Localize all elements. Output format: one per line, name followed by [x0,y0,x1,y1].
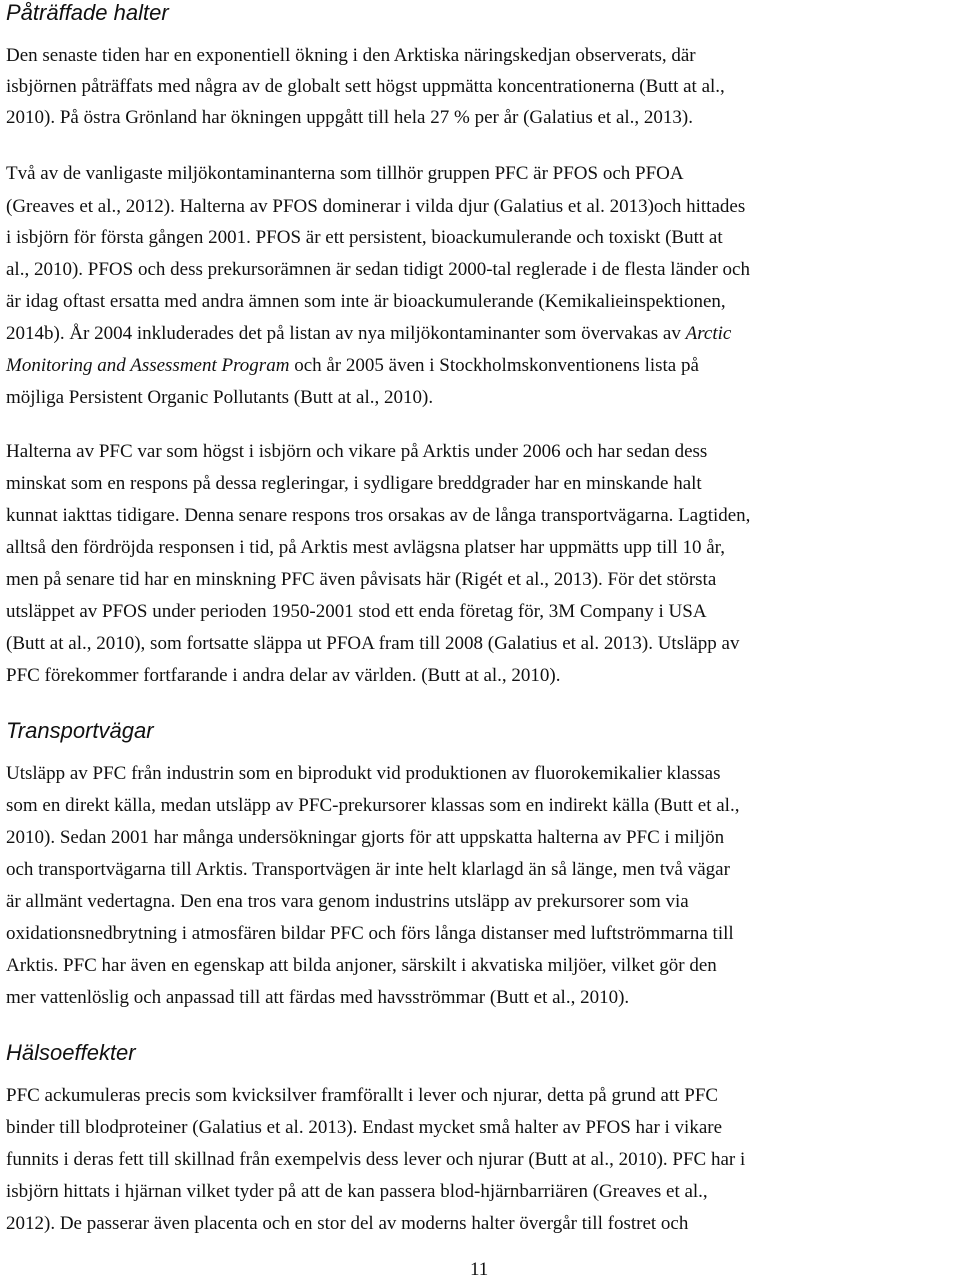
paragraph-line: isbjörn hittats i hjärnan vilket tyder på att de kan passera blod-hjärnbarriären (Greaves et al., [6,1181,708,1202]
section-heading-transportvagar: Transportvägar [6,718,154,743]
paragraph-line: 2010). På östra Grönland har ökningen uppgått till hela 27 % per år (Galatius et al., 2013). [6,107,693,128]
paragraph-line: 2012). De passerar även placenta och en stor del av moderns halter övergår till fostret och [6,1213,689,1234]
section-heading-patraffade-halter: Påträffade halter [6,0,169,25]
paragraph-line: Halterna av PFC var som högst i isbjörn och vikare på Arktis under 2006 och har sedan dess [6,441,708,462]
paragraph-line: mer vattenlöslig och anpassad till att färdas med havsströmmar (Butt et al., 2010). [6,987,630,1008]
paragraph-line: Arktis. PFC har även en egenskap att bilda anjoner, särskilt i akvatiska miljöer, vilket gör den [6,955,717,976]
paragraph-line: isbjörnen påträffats med några av de globalt sett högst uppmätta koncentrationerna (Butt at al., [6,76,725,97]
paragraph-line: alltså den fördröjda responsen i tid, på Arktis mest avlägsna platser har uppmätts upp till 10 år, [6,537,725,558]
paragraph-line: som en direkt källa, medan utsläpp av PFC-prekursorer klassas som en indirekt källa (Butt et al., [6,795,740,816]
paragraph-line: (Greaves et al., 2012). Halterna av PFOS dominerar i vilda djur (Galatius et al. 2013)och hittades [6,196,746,217]
paragraph-line: Den senaste tiden har en exponentiell ökning i den Arktiska näringskedjan observerats, där [6,45,696,66]
paragraph-line: och transportvägarna till Arktis. Transportvägen är inte helt klarlagd än så länge, men två vägar [6,859,730,880]
paragraph-line: Två av de vanligaste miljökontaminanterna som tillhör gruppen PFC är PFOS och PFOA [6,163,684,184]
paragraph-line: funnits i deras fett till skillnad från exempelvis dess lever och njurar (Butt at al., 2010). PFC har i [6,1149,746,1170]
paragraph-line: i isbjörn för första gången 2001. PFOS är ett persistent, bioackumulerande och toxiskt (Butt at [6,227,723,248]
paragraph-line: al., 2010). PFOS och dess prekursorämnen är sedan tidigt 2000-tal reglerade i de flesta länder och [6,259,750,280]
paragraph-line [6,354,699,378]
italic-program-name: Arctic [685,323,732,344]
paragraph-line: möjliga Persistent Organic Pollutants (Butt at al., 2010). [6,387,434,408]
paragraph-line: binder till blodproteiner (Galatius et al. 2013). Endast mycket små halter av PFOS har i vikare [6,1117,723,1138]
paragraph-line: är idag oftast ersatta med andra ämnen som inte är bioackumulerande (Kemikalieinspektionen, [6,291,726,312]
paragraph-line: minskat som en respons på dessa regleringar, i sydligare breddgrader har en minskande halt [6,473,702,494]
paragraph-text: 2014b). År 2004 inkluderades det på listan av nya miljökontaminanter som övervakas av [6,323,681,344]
italic-program-name: Monitoring and Assessment Program [6,355,290,376]
paragraph-line: 2010). Sedan 2001 har många undersökningar gjorts för att uppskatta halterna av PFC i miljön [6,827,725,848]
paragraph-line: utsläppet av PFOS under perioden 1950-2001 stod ett enda företag för, 3M Company i USA [6,601,707,622]
paragraph-line: PFC ackumuleras precis som kvicksilver framförallt i lever och njurar, detta på grund att PFC [6,1085,719,1106]
page-number: 11 [470,1259,489,1280]
paragraph-line: (Butt at al., 2010), som fortsatte släppa ut PFOA fram till 2008 (Galatius et al. 2013). Utsläpp av [6,633,740,654]
paragraph-line: oxidationsnedbrytning i atmosfären bildar PFC och förs långa distanser med luftströmmarna till [6,923,734,944]
paragraph-line: Utsläpp av PFC från industrin som en biprodukt vid produktionen av fluorokemikalier klassas [6,763,721,784]
paragraph-line: är allmänt vedertagna. Den ena tros vara genom industrins utsläpp av prekursorer som via [6,891,689,912]
paragraph-line: kunnat iakttas tidigare. Denna senare respons tros orsakas av de långa transportvägarna. Lagtiden, [6,505,751,526]
paragraph-text: och år 2005 även i Stockholmskonventionens lista på [294,355,699,376]
section-heading-halsoeffekter: Hälsoeffekter [6,1040,136,1065]
paragraph-line: PFC förekommer fortfarande i andra delar av världen. (Butt at al., 2010). [6,665,561,686]
paragraph-line: men på senare tid har en minskning PFC även påvisats här (Rigét et al., 2013). För det största [6,569,717,590]
paragraph-line [6,322,731,346]
